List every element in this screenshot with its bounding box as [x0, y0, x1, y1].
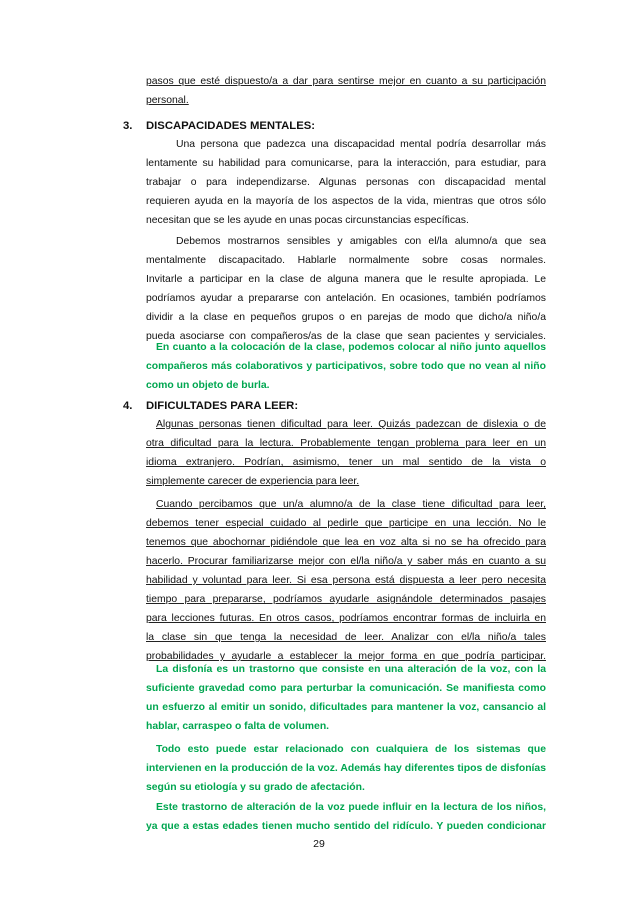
section-4-highlight-2 [146, 740, 546, 797]
section-number: 3. [123, 120, 133, 132]
text-line: ya que a estas edades tienen mucho sentido del ridículo. Y pueden condicionar [146, 821, 546, 832]
section-4-highlight-3 [146, 798, 546, 836]
section-title: DISCAPACIDADES MENTALES: [146, 120, 316, 132]
text-line: suficiente gravedad como para perturbar la comunicación. Se manifiesta como [146, 683, 546, 694]
text-line: la clase sin que tenga la necesidad de leer. Analizar con el/la niño/a tales [146, 632, 546, 643]
page-number: 29 [313, 838, 325, 850]
text-line: requieren ayuda en la mayoría de los aspectos de la vida, mientras que otros sólo [146, 196, 546, 207]
text-line: como un objeto de burla. [146, 380, 270, 391]
text-line: debemos tener especial cuidado al pedirle que participe en una lección. No le [146, 518, 546, 529]
text-line: compañeros más colaborativos y participativos, sobre todo que no vean al niño [146, 361, 546, 372]
text-line: Este trastorno de alteración de la voz puede influir en la lectura de los niños, [156, 802, 546, 813]
section-3-heading [123, 120, 315, 132]
section-4-heading [123, 400, 298, 412]
text-line: pueda asociarse con compañeros/as de la clase que sean pacientes y serviciales. [146, 331, 546, 342]
text-line: hacerlo. Procurar familiarizarse mejor con el/la niño/a y saber más en cuanto a su [146, 556, 546, 567]
text-line: trabajar o para independizarse. Algunas personas con discapacidad mental [146, 177, 546, 188]
section-title: DIFICULTADES PARA LEER: [146, 400, 299, 412]
text-line: probabilidades y ayudarle a establecer la mejor forma en que podría participar. [146, 651, 546, 662]
text-line: un esfuerzo al emitir un sonido, dificultades para mantener la voz, cansancio al [146, 702, 546, 713]
text-line: necesitan que se les ayude en unas pocas circunstancias específicas. [146, 215, 469, 226]
text-line: para lecciones futuras. En otros casos, podríamos encontrar formas de incluirla en [146, 613, 546, 624]
text-line: podríamos ayudar a prepararse con antelación. En ocasiones, también podríamos [146, 293, 546, 304]
section-4-highlight-1 [146, 660, 546, 736]
text-line: Invitarle a participar en la clase de alguna manera que le resulte apropiada. Le [146, 274, 546, 285]
section-3-highlight [146, 338, 546, 395]
section-4-paragraph-1 [146, 415, 546, 491]
text-line: otra dificultad para la lectura. Probablemente tengan problema para leer en un [146, 438, 546, 449]
text-line: Una persona que padezca una discapacidad mental podría desarrollar más [176, 139, 546, 150]
text-line: habilidad y voluntad para leer. Si esa persona está dispuesta a leer pero necesita [146, 575, 546, 586]
text-line: Todo esto puede estar relacionado con cualquiera de los sistemas que [156, 744, 546, 755]
section-number: 4. [123, 400, 133, 412]
text-line: La disfonía es un trastorno que consiste en una alteración de la voz, con la [156, 664, 546, 675]
text-line: Debemos mostrarnos sensibles y amigables con el/la alumno/a que sea [176, 236, 546, 247]
section-3-paragraph-1 [146, 135, 546, 230]
text-line: pasos que esté dispuesto/a a dar para sentirse mejor en cuanto a su participación [146, 76, 546, 87]
text-line: lentamente su habilidad para comunicarse, para la interacción, para estudiar, para [146, 158, 546, 169]
text-line: tenemos que abochornar pidiéndole que lea en voz alta si no se ha ofrecido para [146, 537, 546, 548]
text-line: simplemente carecer de experiencia para leer. [146, 476, 360, 487]
section-4-paragraph-2 [146, 495, 546, 666]
text-line: dividir a la clase en pequeños grupos o en parejas de modo que dicho/a niño/a [146, 312, 546, 323]
text-line: mentalmente discapacitado. Hablarle normalmente sobre cosas normales. [146, 255, 546, 266]
text-line: intervienen en la producción de la voz. Además hay diferentes tipos de disfonías [146, 763, 546, 774]
text-line: personal. [146, 95, 189, 106]
text-line: tiempo para prepararse, podríamos ayudarle asignándole determinados pasajes [146, 594, 546, 605]
text-line: idioma extranjero. Podrían, asimismo, tener un mal sentido de la vista o [146, 457, 546, 468]
top-paragraph [146, 72, 546, 110]
text-line: Algunas personas tienen dificultad para leer. Quizás padezcan de dislexia o de [156, 419, 546, 430]
text-line: según su etiología y su grado de afectación. [146, 782, 365, 793]
text-line: Cuando percibamos que un/a alumno/a de la clase tiene dificultad para leer, [156, 499, 546, 510]
section-3-paragraph-2 [146, 232, 546, 346]
text-line: hablar, carraspeo o falta de volumen. [146, 721, 330, 732]
text-line: En cuanto a la colocación de la clase, podemos colocar al niño junto aquellos [156, 342, 546, 353]
